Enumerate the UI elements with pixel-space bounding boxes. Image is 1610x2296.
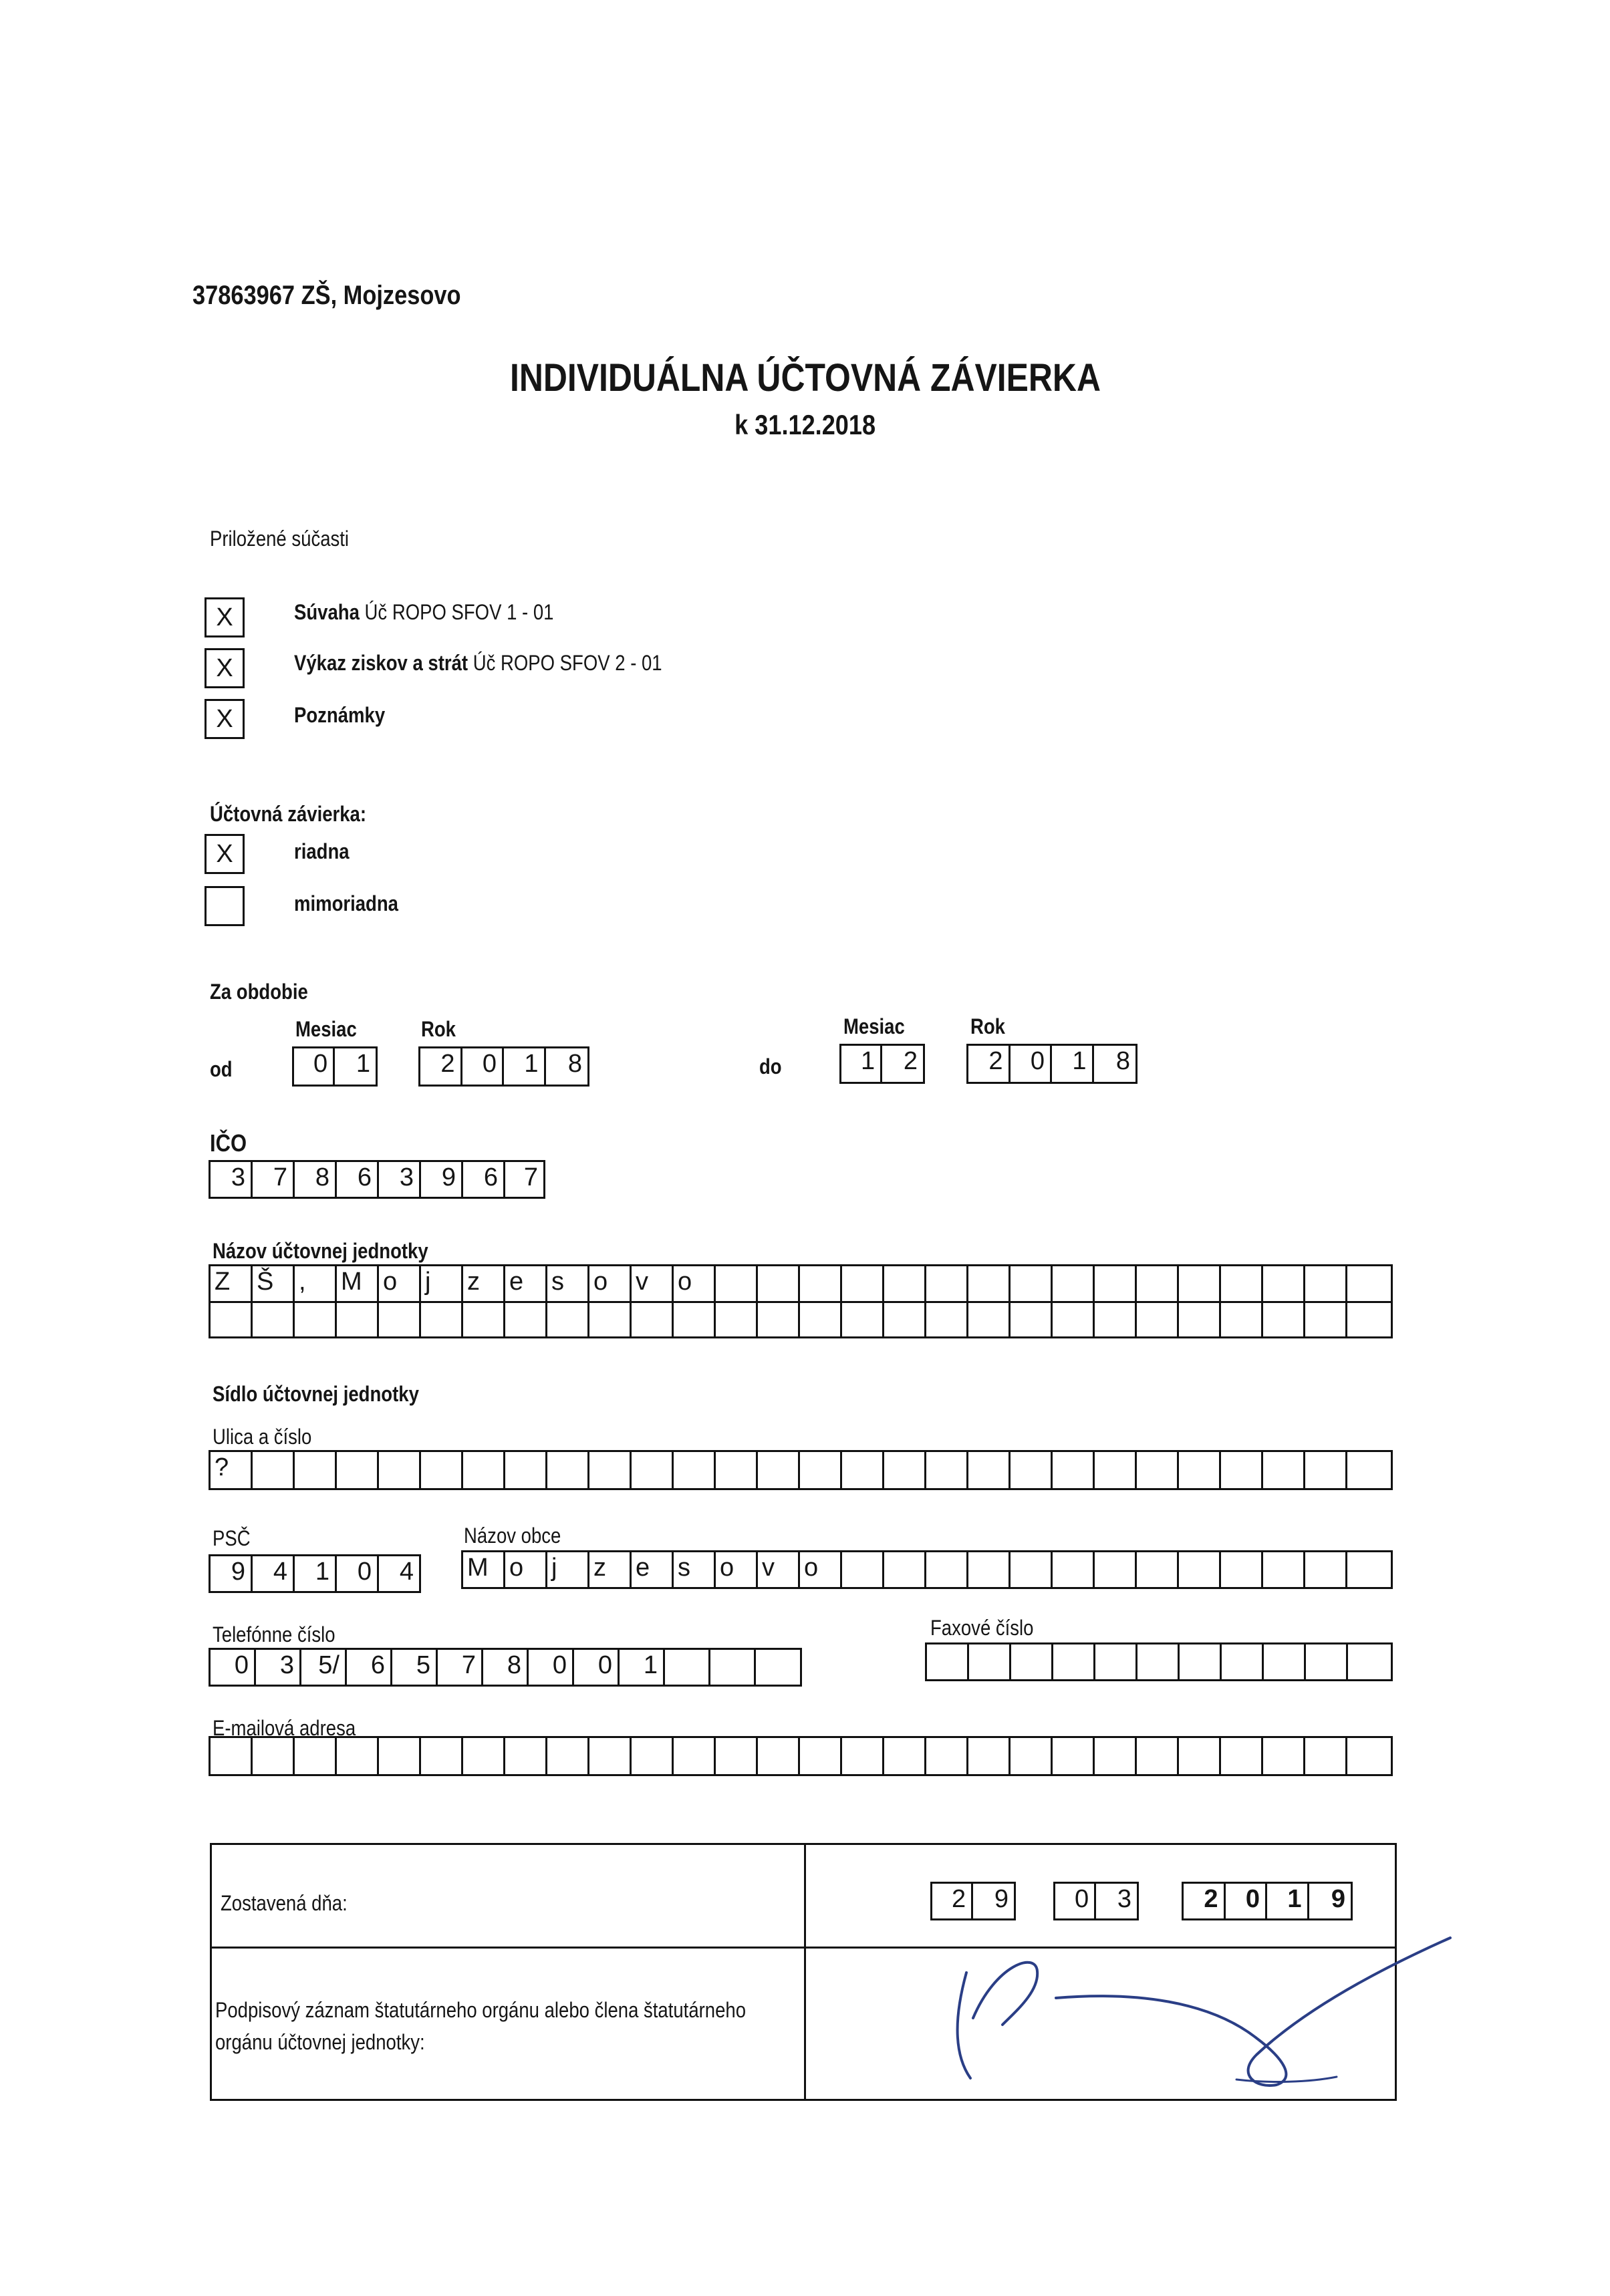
char-cell: ? (211, 1452, 253, 1488)
char-cell (926, 1738, 968, 1774)
char-cell (884, 1266, 926, 1301)
closing-riadna-checkbox[interactable]: X (205, 834, 245, 874)
char-cell: 7 (523, 1163, 538, 1191)
char-cell (463, 1738, 505, 1774)
char-cell (337, 1452, 379, 1488)
char-cell (884, 1303, 926, 1336)
footer-column-divider (804, 1845, 806, 2099)
char-cell: 6 (463, 1162, 505, 1197)
char-cell: 0 (337, 1556, 379, 1591)
char-cell: 0 (574, 1650, 620, 1685)
char-cell: , (295, 1266, 337, 1301)
to-month-field[interactable] (839, 1044, 925, 1084)
char-cell (253, 1452, 295, 1488)
char-cell (665, 1650, 710, 1685)
char-cell (421, 1738, 463, 1774)
char-cell: 9 (421, 1162, 463, 1197)
signature-image (922, 1924, 1551, 2125)
char-cell (1053, 1303, 1095, 1336)
char-cell (1095, 1738, 1137, 1774)
char-cell (1263, 1303, 1305, 1336)
char-cell: 3 (211, 1162, 253, 1197)
char-cell (1011, 1644, 1053, 1679)
char-cell: Š (253, 1266, 295, 1301)
char-cell (1137, 1266, 1179, 1301)
char-cell (716, 1738, 758, 1774)
char-cell (969, 1644, 1011, 1679)
char-cell: j (421, 1266, 463, 1301)
digit-cell: 0 (1011, 1046, 1053, 1082)
digit-cell: 0 (1226, 1884, 1268, 1918)
char-cell (1011, 1738, 1053, 1774)
char-cell (337, 1303, 379, 1336)
char-cell (758, 1303, 800, 1336)
char-cell (674, 1303, 716, 1336)
char-cell: 0 (211, 1650, 256, 1685)
char-cell (674, 1452, 716, 1488)
street-field[interactable] (209, 1450, 1393, 1490)
compiled-label: Zostavená dňa: (221, 1891, 348, 1915)
char-cell (295, 1738, 337, 1774)
period-to-label: do (759, 1054, 782, 1079)
char-cell (1095, 1303, 1137, 1336)
char-cell (1221, 1303, 1263, 1336)
digit-cell: 1 (1267, 1884, 1309, 1918)
email-label: E-mailová adresa (213, 1716, 356, 1740)
city-label: Názov obce (464, 1524, 561, 1548)
char-cell (968, 1303, 1011, 1336)
period-from-month-label: Mesiac (295, 1017, 357, 1041)
char-cell (1095, 1552, 1137, 1587)
char-cell (1306, 1644, 1348, 1679)
char-cell (800, 1266, 842, 1301)
char-cell: o (589, 1266, 632, 1301)
char-cell (1348, 1644, 1391, 1679)
char-cell (211, 1738, 253, 1774)
char-cell: 3 (256, 1650, 301, 1685)
digit-cell: 3 (1117, 1885, 1131, 1913)
char-cell: e (505, 1266, 547, 1301)
char-cell (589, 1303, 632, 1336)
char-cell (1180, 1644, 1222, 1679)
char-cell (1095, 1266, 1137, 1301)
char-cell (842, 1266, 884, 1301)
char-cell (758, 1266, 800, 1301)
digit-cell: 8 (1115, 1047, 1130, 1075)
char-cell (379, 1303, 421, 1336)
char-cell (1053, 1738, 1095, 1774)
char-cell (1305, 1303, 1347, 1336)
char-cell (632, 1452, 674, 1488)
period-to-month-label: Mesiac (843, 1014, 905, 1038)
char-cell (1179, 1452, 1221, 1488)
char-cell (1137, 1644, 1180, 1679)
char-cell (716, 1303, 758, 1336)
digit-cell: 0 (1055, 1884, 1096, 1918)
char-cell (1305, 1552, 1347, 1587)
char-cell (1137, 1303, 1179, 1336)
char-cell (421, 1303, 463, 1336)
char-cell (421, 1452, 463, 1488)
char-cell (1179, 1738, 1221, 1774)
digit-cell: 2 (903, 1047, 918, 1075)
char-cell (968, 1266, 1011, 1301)
char-cell (505, 1303, 547, 1336)
char-cell (968, 1738, 1011, 1774)
char-cell (295, 1452, 337, 1488)
digit-cell: 2 (420, 1048, 462, 1085)
compiled-day-field[interactable] (930, 1882, 1016, 1920)
char-cell: 5 (392, 1650, 438, 1685)
char-cell: 9 (211, 1556, 253, 1591)
ico-label: IČO (210, 1129, 247, 1157)
char-cell (842, 1738, 884, 1774)
entity-line: 37863967 ZŠ, Mojzesovo (192, 281, 461, 310)
char-cell (1053, 1552, 1095, 1587)
char-cell (800, 1303, 842, 1336)
char-cell (1053, 1452, 1095, 1488)
char-cell (337, 1738, 379, 1774)
char-cell: v (758, 1552, 800, 1587)
char-cell (800, 1452, 842, 1488)
char-cell: s (674, 1552, 716, 1587)
digit-cell: 1 (841, 1046, 882, 1082)
char-cell (1011, 1266, 1053, 1301)
digit-cell: 1 (356, 1050, 370, 1078)
char-cell: z (589, 1552, 632, 1587)
period-from-year-label: Rok (421, 1017, 456, 1041)
compiled-month-field[interactable] (1053, 1882, 1139, 1920)
char-cell: e (632, 1552, 674, 1587)
attachment-checkbox-vykaz[interactable]: X (205, 648, 245, 688)
city-field[interactable] (461, 1550, 1393, 1589)
signature-label: Podpisový záznam štatutárneho orgánu alebo člena štatutárneho orgánu účtovnej jednotky: (215, 1998, 747, 2054)
char-cell (716, 1266, 758, 1301)
char-cell (1347, 1738, 1391, 1774)
digit-cell: 2 (968, 1046, 1011, 1082)
char-cell (926, 1303, 968, 1336)
phone-label: Telefónne číslo (213, 1622, 336, 1646)
char-cell (505, 1738, 547, 1774)
digit-cell: 1 (1052, 1046, 1094, 1082)
char-cell (1221, 1452, 1263, 1488)
char-cell (1011, 1303, 1053, 1336)
char-cell (1347, 1452, 1391, 1488)
char-cell: z (463, 1266, 505, 1301)
char-cell: 4 (399, 1558, 414, 1586)
name-field-row1[interactable] (209, 1264, 1393, 1303)
char-cell: o (674, 1266, 716, 1301)
char-cell: 1 (620, 1650, 665, 1685)
closing-type-label: Účtovná závierka: (210, 802, 367, 826)
char-cell (1095, 1644, 1137, 1679)
attachments-label: Priložené súčasti (210, 527, 350, 551)
char-cell: o (379, 1266, 421, 1301)
to-year-field[interactable] (966, 1044, 1137, 1084)
compiled-year-field[interactable] (1182, 1882, 1353, 1920)
char-cell (1305, 1266, 1347, 1301)
name-label: Názov účtovnej jednotky (213, 1239, 428, 1263)
char-cell: 4 (253, 1556, 295, 1591)
char-cell (884, 1552, 926, 1587)
char-cell (547, 1303, 589, 1336)
char-cell (211, 1303, 253, 1336)
char-cell: 1 (295, 1556, 337, 1591)
char-cell (1305, 1738, 1347, 1774)
address-label: Sídlo účtovnej jednotky (213, 1382, 419, 1406)
ico-field[interactable] (209, 1160, 545, 1199)
from-month-field[interactable] (292, 1046, 378, 1087)
char-cell (1305, 1452, 1347, 1488)
period-from-label: od (210, 1057, 233, 1081)
char-cell (1179, 1303, 1221, 1336)
char-cell (884, 1738, 926, 1774)
char-cell (1011, 1452, 1053, 1488)
char-cell (1263, 1738, 1305, 1774)
closing-riadna-label: riadna (294, 839, 350, 863)
char-cell: 3 (379, 1162, 421, 1197)
attachment-checkbox-suvaha[interactable]: X (205, 597, 245, 637)
char-cell (1137, 1552, 1179, 1587)
email-field[interactable] (209, 1736, 1393, 1776)
char-cell (1263, 1552, 1305, 1587)
char-cell (1053, 1266, 1095, 1301)
char-cell (674, 1738, 716, 1774)
char-cell (710, 1650, 756, 1685)
char-cell (295, 1303, 337, 1336)
char-cell (463, 1303, 505, 1336)
fax-label: Faxové číslo (930, 1616, 1034, 1640)
attachment-vykaz: Výkaz ziskov a strát Úč ROPO SFOV 2 - 01 (294, 651, 662, 675)
char-cell (1221, 1266, 1263, 1301)
document-title: INDIVIDUÁLNA ÚČTOVNÁ ZÁVIERKA (509, 356, 1101, 400)
digit-cell: 0 (462, 1048, 505, 1085)
char-cell (1011, 1552, 1053, 1587)
document-date: k 31.12.2018 (734, 409, 876, 440)
char-cell (1095, 1452, 1137, 1488)
name-field-row2[interactable] (209, 1301, 1393, 1338)
char-cell (1137, 1452, 1179, 1488)
char-cell (632, 1303, 674, 1336)
char-cell: o (716, 1552, 758, 1587)
phone-field[interactable] (209, 1648, 802, 1687)
char-cell (1347, 1552, 1391, 1587)
digit-cell: 9 (994, 1885, 1009, 1913)
char-cell (547, 1452, 589, 1488)
char-cell: j (547, 1552, 589, 1587)
closing-mimoriadna-label: mimoriadna (294, 891, 398, 915)
digit-cell: 9 (1331, 1885, 1345, 1913)
char-cell: o (505, 1552, 547, 1587)
char-cell: 7 (438, 1650, 483, 1685)
char-cell (547, 1738, 589, 1774)
char-cell (1179, 1552, 1221, 1587)
char-cell: 8 (483, 1650, 529, 1685)
attachment-checkbox-poznamky[interactable]: X (205, 699, 245, 739)
char-cell (253, 1303, 295, 1336)
char-cell: o (800, 1552, 842, 1587)
char-cell: 7 (253, 1162, 295, 1197)
char-cell: 8 (295, 1162, 337, 1197)
char-cell (1264, 1644, 1306, 1679)
char-cell (758, 1738, 800, 1774)
char-cell (926, 1552, 968, 1587)
char-cell: v (632, 1266, 674, 1301)
closing-mimoriadna-checkbox[interactable] (205, 886, 245, 926)
char-cell (1137, 1738, 1179, 1774)
char-cell: 6 (337, 1162, 379, 1197)
char-cell (927, 1644, 969, 1679)
char-cell (716, 1452, 758, 1488)
char-cell: 6 (347, 1650, 392, 1685)
char-cell (842, 1303, 884, 1336)
char-cell (1179, 1266, 1221, 1301)
char-cell (1053, 1644, 1095, 1679)
char-cell (1263, 1452, 1305, 1488)
digit-cell: 1 (504, 1048, 546, 1085)
from-year-field[interactable] (418, 1046, 589, 1087)
char-cell (926, 1452, 968, 1488)
psc-label: PSČ (213, 1526, 251, 1550)
attachment-suvaha: Súvaha Úč ROPO SFOV 1 - 01 (294, 600, 554, 624)
char-cell (884, 1452, 926, 1488)
char-cell (253, 1738, 295, 1774)
char-cell (968, 1452, 1011, 1488)
char-cell (505, 1452, 547, 1488)
char-cell: M (337, 1266, 379, 1301)
char-cell (632, 1738, 674, 1774)
char-cell (842, 1552, 884, 1587)
period-to-year-label: Rok (970, 1014, 1005, 1038)
char-cell (589, 1452, 632, 1488)
char-cell: 0 (529, 1650, 574, 1685)
period-label: Za obdobie (210, 980, 308, 1004)
char-cell (379, 1452, 421, 1488)
char-cell (1221, 1738, 1263, 1774)
char-cell (842, 1452, 884, 1488)
char-cell (1221, 1552, 1263, 1587)
char-cell (926, 1266, 968, 1301)
attachment-poznamky: Poznámky (294, 703, 386, 727)
digit-cell: 2 (1184, 1884, 1226, 1918)
psc-field[interactable] (209, 1554, 421, 1593)
char-cell (379, 1738, 421, 1774)
char-cell (968, 1552, 1011, 1587)
digit-cell: 0 (294, 1048, 335, 1085)
char-cell (589, 1738, 632, 1774)
char-cell (758, 1452, 800, 1488)
char-cell: M (463, 1552, 505, 1587)
digit-cell: 8 (567, 1050, 582, 1078)
char-cell (1222, 1644, 1264, 1679)
char-cell (756, 1650, 800, 1685)
digit-cell: 2 (932, 1884, 973, 1918)
char-cell (800, 1738, 842, 1774)
char-cell: s (547, 1266, 589, 1301)
char-cell (463, 1452, 505, 1488)
char-cell (1347, 1266, 1391, 1301)
char-cell (1347, 1303, 1391, 1336)
street-label: Ulica a číslo (213, 1425, 312, 1449)
char-cell: 5/ (301, 1650, 347, 1685)
char-cell: Z (211, 1266, 253, 1301)
fax-field[interactable] (925, 1642, 1393, 1681)
char-cell (1263, 1266, 1305, 1301)
